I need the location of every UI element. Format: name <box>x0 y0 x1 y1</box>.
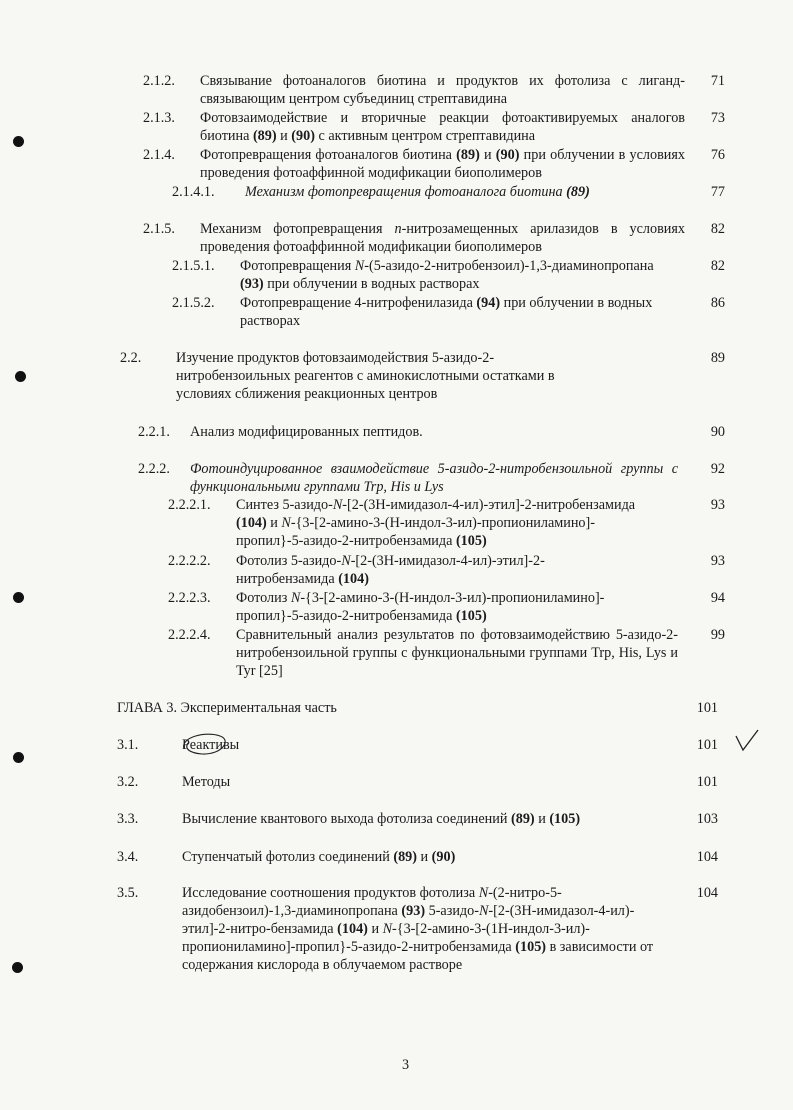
toc-page: 101 <box>696 774 718 790</box>
toc-title: Фотолиз N-{3-[2-амино-3-(H-индол-3-ил)-пропиониламино]-пропил}-5-азидо-2-нитробензамида (105) <box>236 590 605 624</box>
toc-page: 104 <box>696 885 718 901</box>
toc-number: 2.1.2. <box>143 73 175 89</box>
toc-page: 101 <box>696 700 718 716</box>
toc-page: 86 <box>710 295 725 311</box>
binder-hole <box>15 371 26 382</box>
toc-page: 82 <box>710 221 725 237</box>
toc-page: 99 <box>710 627 725 643</box>
toc-page: 92 <box>710 461 725 477</box>
toc-number: 2.2.1. <box>138 424 170 440</box>
toc-title: Фотопревращения фотоаналогов биотина (89) и (90) при облучении в условиях проведения фотоаффинной модификации биополимеров <box>200 147 686 181</box>
toc-page: 90 <box>710 424 725 440</box>
binder-hole <box>13 136 24 147</box>
toc-number: 2.2.2.1. <box>168 497 211 513</box>
toc-page: 93 <box>710 553 725 569</box>
page-number: 3 <box>402 1057 410 1073</box>
toc-page: 101 <box>696 737 718 753</box>
toc-number: 2.2.2.4. <box>168 627 211 643</box>
toc-title: Связывание фотоаналогов биотина и продуктов их фотолиза с лиганд-связывающим центром субъединиц стрептавидина <box>200 73 685 107</box>
toc-number: 2.2.2.3. <box>168 590 211 606</box>
toc-page: 73 <box>710 110 725 126</box>
toc-number: 2.1.4.1. <box>172 184 215 200</box>
toc-title: Исследование соотношения продуктов фотолиза N-(2-нитро-5-азидобензоил)-1,3-диаминопропана (93) 5-азидо-N-[2-(3H-имидазол-4-ил)-этил]-2-нитро-бензамида (104) и N-{3-[2-амино-3-(1H-индол-3-ил)-пропиониламино]-пропил}-5-азидо-2-нитробензамида (105) в зависимости от содержания кислорода в облучаемом растворе <box>182 885 654 973</box>
toc-title: Синтез 5-азидо-N-[2-(3H-имидазол-4-ил)-этил]-2-нитробензамида (104) и N-{3-[2-амино-3-(H-индол-3-ил)-пропиониламино]-пропил}-5-азидо-2-нитробензамида (105) <box>236 497 636 549</box>
toc-number: 3.5. <box>117 885 139 901</box>
toc-page: 82 <box>710 258 725 274</box>
toc-number: 3.3. <box>117 811 139 827</box>
toc-title: Фотопревращение 4-нитрофенилазида (94) при облучении в водных растворах <box>240 295 653 329</box>
toc-title: Вычисление квантового выхода фотолиза соединений (89) и (105) <box>182 811 581 827</box>
toc-title: Ступенчатый фотолиз соединений (89) и (90) <box>182 849 456 865</box>
toc-page: 93 <box>710 497 725 513</box>
handwritten-circle-mark <box>176 729 246 759</box>
toc-title: Механизм фотопревращения n-нитрозамещенных арилазидов в условиях проведения фотоаффинной модификации биополимеров <box>200 221 685 255</box>
toc-number: 2.2.2.2. <box>168 553 211 569</box>
toc-page: 77 <box>710 184 725 200</box>
toc-number: 2.1.5. <box>143 221 175 237</box>
toc-number: 2.1.5.2. <box>172 295 215 311</box>
binder-hole <box>13 592 24 603</box>
toc-number: 2.1.3. <box>143 110 175 126</box>
toc-title: Фотовзаимодействие и вторичные реакции фотоактивируемых аналогов биотина (89) и (90) с активным центром стрептавидина <box>200 110 685 144</box>
toc-number: 2.1.4. <box>143 147 175 163</box>
toc-page: 76 <box>710 147 725 163</box>
toc-page: 71 <box>710 73 725 89</box>
toc-number: 3.1. <box>117 737 139 753</box>
toc-title: Механизм фотопревращения фотоаналога биотина (89) <box>245 184 590 200</box>
toc-number: 2.2. <box>120 350 142 366</box>
toc-number: 3.2. <box>117 774 139 790</box>
toc-title: Анализ модифицированных пептидов. <box>190 424 423 440</box>
handwritten-check-mark <box>733 728 761 754</box>
toc-page: 89 <box>710 350 725 366</box>
toc-title: Сравнительный анализ результатов по фотовзаимодействию 5-азидо-2-нитробензоильной группы с функциональными группами Trp, His, Lys и Tyr [25] <box>236 627 678 679</box>
toc-number: 2.1.5.1. <box>172 258 215 274</box>
binder-hole <box>12 962 23 973</box>
toc-title: Изучение продуктов фотовзаимодействия 5-азидо-2-нитробензоильных реагентов с аминокислотными остатками в условиях сближения реакционных центров <box>176 350 555 402</box>
toc-number: 3.4. <box>117 849 139 865</box>
toc-title: Реактивы <box>182 737 240 753</box>
toc-title: Фотопревращения N-(5-азидо-2-нитробензоил)-1,3-диаминопропана (93) при облучении в водных растворах <box>240 258 654 292</box>
binder-hole <box>13 752 24 763</box>
toc-page: 103 <box>696 811 718 827</box>
toc-title: Фотолиз 5-азидо-N-[2-(3H-имидазол-4-ил)-этил]-2-нитробензамида (104) <box>236 553 545 587</box>
toc-title: Фотоиндуцированное взаимодействие 5-азидо-2-нитробензоильной группы с функциональными группами Trp, His и Lys <box>190 461 678 495</box>
toc-number: 2.2.2. <box>138 461 170 477</box>
toc-page: 104 <box>696 849 718 865</box>
chapter-heading: ГЛАВА 3. Экспериментальная часть <box>117 700 337 716</box>
toc-title: Методы <box>182 774 231 790</box>
toc-page: 94 <box>710 590 725 606</box>
